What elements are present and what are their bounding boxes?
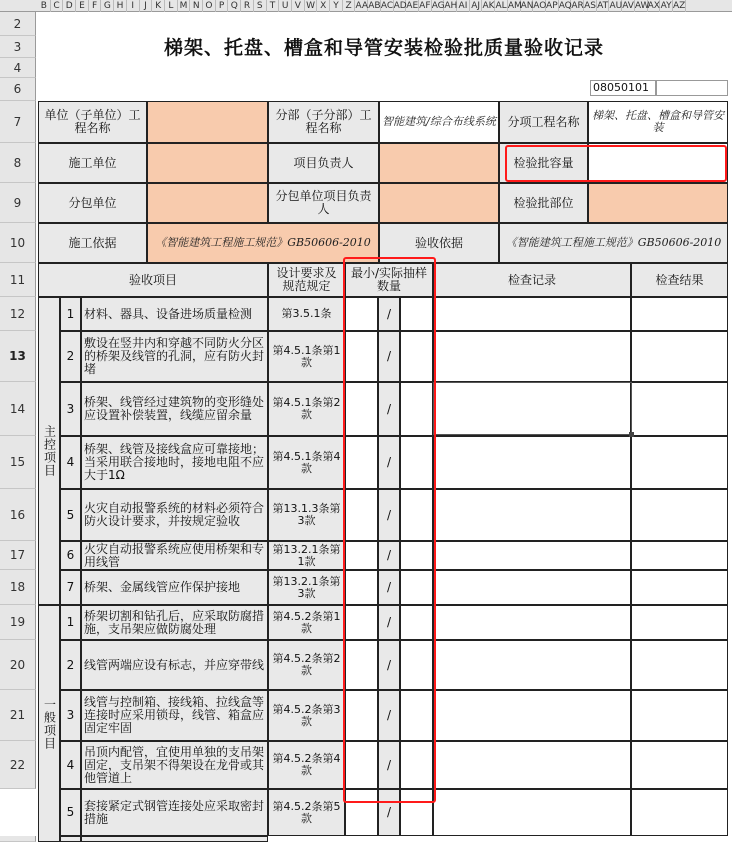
check-record-cell[interactable] bbox=[433, 541, 631, 570]
check-result-cell[interactable] bbox=[631, 297, 728, 331]
sample-slash: / bbox=[378, 436, 400, 489]
sample-slash: / bbox=[378, 541, 400, 570]
capacity-label: 检验批容量 bbox=[499, 143, 588, 183]
pm-label: 项目负责人 bbox=[268, 143, 379, 183]
check-record-cell[interactable] bbox=[433, 436, 631, 489]
min-sample-cell[interactable] bbox=[345, 690, 378, 741]
actual-sample-cell[interactable] bbox=[400, 640, 433, 690]
fill-handle[interactable] bbox=[629, 432, 634, 437]
column-letter[interactable]: AK bbox=[482, 1, 495, 11]
column-letter[interactable]: AU bbox=[609, 1, 623, 11]
item-description: 敷设在竖井内和穿越不同防火分区的桥架及线管的孔洞，应有防火封堵 bbox=[81, 331, 268, 382]
row-number[interactable]: 14 bbox=[0, 382, 36, 436]
row-number[interactable]: 3 bbox=[0, 36, 36, 58]
check-result-cell[interactable] bbox=[631, 640, 728, 690]
actual-sample-cell[interactable] bbox=[400, 570, 433, 605]
item-number: 2 bbox=[60, 640, 81, 690]
actual-sample-cell[interactable] bbox=[400, 382, 433, 436]
row-number[interactable]: 19 bbox=[0, 605, 36, 640]
check-record-cell[interactable] bbox=[433, 297, 631, 331]
sample-slash: / bbox=[378, 789, 400, 836]
column-letter[interactable]: AP bbox=[546, 1, 558, 11]
basis-value[interactable]: 《智能建筑工程施工规范》GB50606-2010 bbox=[147, 223, 379, 263]
min-sample-cell[interactable] bbox=[345, 541, 378, 570]
check-record-cell[interactable] bbox=[433, 605, 631, 640]
column-letter[interactable]: AH bbox=[444, 1, 458, 11]
basis-label: 施工依据 bbox=[38, 223, 147, 263]
item-clause: 第13.2.1条第3款 bbox=[268, 570, 345, 605]
row-number[interactable]: 12 bbox=[0, 297, 36, 331]
column-letter[interactable]: I bbox=[127, 0, 140, 12]
column-letter[interactable]: M bbox=[178, 0, 191, 12]
division-label: 分部（子分部）工程名称 bbox=[268, 101, 379, 143]
item-clause: 第13.2.1条第1款 bbox=[268, 541, 345, 570]
unit-name-input[interactable] bbox=[147, 101, 268, 143]
column-letter[interactable]: AM bbox=[507, 1, 522, 11]
item-number: 6 bbox=[60, 541, 81, 570]
column-letter[interactable]: AF bbox=[419, 1, 431, 11]
row-number[interactable]: 4 bbox=[0, 58, 36, 78]
items-header: 验收项目 bbox=[38, 263, 268, 297]
item-number: 1 bbox=[60, 297, 81, 331]
general-group-label bbox=[38, 605, 60, 842]
sample-slash: / bbox=[378, 382, 400, 436]
sample-slash: / bbox=[378, 640, 400, 690]
sample-slash: / bbox=[378, 741, 400, 789]
general-group-text: 一般项目 bbox=[42, 697, 57, 750]
check-record-cell[interactable] bbox=[433, 640, 631, 690]
item-clause: 第13.1.3条第3款 bbox=[268, 489, 345, 541]
subitem-value[interactable]: 梯架、托盘、槽盒和导管安装 bbox=[588, 101, 728, 143]
item-description: 桥架、金属线管应作保护接地 bbox=[81, 570, 268, 605]
column-letter[interactable]: AV bbox=[622, 1, 634, 11]
column-letter[interactable]: D bbox=[63, 0, 76, 12]
min-sample-cell[interactable] bbox=[345, 489, 378, 541]
item-clause: 第4.5.2条第5款 bbox=[268, 789, 345, 836]
item-number: 3 bbox=[60, 382, 81, 436]
record-header: 检查记录 bbox=[433, 263, 631, 297]
min-sample-cell[interactable] bbox=[345, 570, 378, 605]
column-letter[interactable]: U bbox=[279, 0, 292, 12]
item-description: 材料、器具、设备进场质量检测 bbox=[81, 297, 268, 331]
item-number bbox=[60, 836, 81, 842]
check-record-cell[interactable] bbox=[433, 489, 631, 541]
main-group-text: 主控项目 bbox=[42, 425, 57, 477]
column-letter[interactable]: J bbox=[140, 0, 153, 12]
actual-sample-cell[interactable] bbox=[400, 741, 433, 789]
column-letter[interactable]: Q bbox=[229, 0, 242, 12]
row-number[interactable]: 22 bbox=[0, 741, 36, 789]
sample-slash: / bbox=[378, 297, 400, 331]
column-letter[interactable]: C bbox=[51, 0, 64, 12]
item-description: 吊顶内配管，宜使用单独的支吊架固定，支吊架不得架设在龙骨或其他管道上 bbox=[81, 741, 268, 789]
min-sample-cell[interactable] bbox=[345, 789, 378, 836]
column-letter[interactable]: K bbox=[152, 0, 165, 12]
row-number[interactable]: 17 bbox=[0, 541, 36, 570]
item-number: 2 bbox=[60, 331, 81, 382]
page-title: 梯架、托盘、槽盒和导管安装检验批质量验收记录 bbox=[163, 36, 604, 59]
column-letter[interactable]: AW bbox=[634, 1, 650, 11]
doc-code: 08050101 bbox=[590, 80, 656, 96]
row-number[interactable]: 7 bbox=[0, 101, 36, 143]
item-description bbox=[81, 836, 268, 842]
item-clause: 第4.5.2条第1款 bbox=[268, 605, 345, 640]
check-result-cell[interactable] bbox=[631, 690, 728, 741]
contractor-label: 施工单位 bbox=[38, 143, 147, 183]
item-description: 火灾自动报警系统应使用桥架和专用线管 bbox=[81, 541, 268, 570]
check-result-cell[interactable] bbox=[631, 436, 728, 489]
item-description: 桥架、线管及接线盒应可靠接地；当采用联合接地时，接地电阻不应大于1Ω bbox=[81, 436, 268, 489]
actual-sample-cell[interactable] bbox=[400, 489, 433, 541]
sample-slash: / bbox=[378, 489, 400, 541]
column-letter[interactable]: V bbox=[292, 0, 305, 12]
sub-pm-input[interactable] bbox=[379, 183, 499, 223]
row-number[interactable] bbox=[0, 836, 36, 842]
item-clause: 第4.5.2条第3款 bbox=[268, 690, 345, 741]
item-clause: 第3.5.1条 bbox=[268, 297, 345, 331]
check-result-cell[interactable] bbox=[631, 331, 728, 382]
item-description: 火灾自动报警系统的材料必须符合防火设计要求，并按规定验收 bbox=[81, 489, 268, 541]
check-result-cell[interactable] bbox=[631, 741, 728, 789]
row-number[interactable]: 8 bbox=[0, 143, 36, 183]
division-value[interactable]: 智能建筑/综合布线系统 bbox=[379, 101, 499, 143]
check-record-cell[interactable] bbox=[433, 789, 631, 836]
item-number: 5 bbox=[60, 489, 81, 541]
check-result-cell[interactable] bbox=[631, 541, 728, 570]
item-description: 线管两端应设有标志，并应穿带线 bbox=[81, 640, 268, 690]
column-letter[interactable]: F bbox=[89, 0, 102, 12]
item-description: 套接紧定式钢管连接处应采取密封措施 bbox=[81, 789, 268, 836]
item-description: 线管与控制箱、接线箱、拉线盒等连接时应采用锁母，线管、箱盒应固定牢固 bbox=[81, 690, 268, 741]
item-number: 5 bbox=[60, 789, 81, 836]
sample-slash: / bbox=[378, 605, 400, 640]
item-number: 7 bbox=[60, 570, 81, 605]
item-number: 1 bbox=[60, 605, 81, 640]
check-record-cell[interactable] bbox=[433, 741, 631, 789]
actual-sample-cell[interactable] bbox=[400, 690, 433, 741]
location-label: 检验批部位 bbox=[499, 183, 588, 223]
column-letter[interactable]: N bbox=[190, 0, 203, 12]
item-number: 4 bbox=[60, 741, 81, 789]
column-letter[interactable]: AX bbox=[647, 1, 660, 11]
subitem-label: 分项工程名称 bbox=[499, 101, 588, 143]
accept-basis-label: 验收依据 bbox=[379, 223, 499, 263]
sample-slash: / bbox=[378, 570, 400, 605]
column-letter[interactable]: AZ bbox=[673, 1, 686, 11]
min-sample-cell[interactable] bbox=[345, 297, 378, 331]
row-number[interactable]: 10 bbox=[0, 223, 36, 263]
column-letter[interactable]: G bbox=[102, 0, 115, 12]
min-sample-cell[interactable] bbox=[345, 640, 378, 690]
row-number[interactable]: 18 bbox=[0, 570, 36, 605]
item-clause: 第4.5.1条第2款 bbox=[268, 382, 345, 436]
item-description: 桥架、线管经过建筑物的变形缝处应设置补偿装置，线缆应留余量 bbox=[81, 382, 268, 436]
sample-slash: / bbox=[378, 690, 400, 741]
column-letter[interactable]: P bbox=[216, 0, 229, 12]
column-letter[interactable]: O bbox=[203, 0, 216, 12]
item-clause: 第4.5.1条第1款 bbox=[268, 331, 345, 382]
column-letter[interactable]: AO bbox=[533, 1, 547, 11]
actual-sample-cell[interactable] bbox=[400, 297, 433, 331]
accept-basis-value[interactable]: 《智能建筑工程施工规范》GB50606-2010 bbox=[499, 223, 728, 263]
column-letter[interactable]: AT bbox=[597, 1, 609, 11]
check-record-cell[interactable] bbox=[433, 570, 631, 605]
column-letter[interactable]: AN bbox=[520, 1, 534, 11]
column-letter[interactable]: AR bbox=[571, 1, 584, 11]
column-letter[interactable]: E bbox=[76, 0, 89, 12]
column-letter[interactable]: AI bbox=[457, 0, 470, 12]
result-header: 检查结果 bbox=[631, 263, 728, 297]
column-letter[interactable]: AY bbox=[660, 1, 672, 11]
column-letter[interactable]: AJ bbox=[470, 0, 483, 12]
column-letter[interactable]: AD bbox=[393, 1, 407, 11]
min-sample-cell[interactable] bbox=[345, 741, 378, 789]
check-record-cell[interactable] bbox=[433, 690, 631, 741]
check-record-cell[interactable] bbox=[433, 382, 631, 436]
column-letter[interactable]: R bbox=[241, 0, 254, 12]
subcontractor-input[interactable] bbox=[147, 183, 268, 223]
column-letter[interactable]: AB bbox=[368, 1, 381, 11]
column-letter[interactable]: AQ bbox=[558, 1, 572, 11]
check-record-cell[interactable] bbox=[433, 331, 631, 382]
column-letter[interactable]: AL bbox=[495, 1, 507, 11]
contractor-input[interactable] bbox=[147, 143, 268, 183]
main-group-label bbox=[38, 297, 60, 605]
check-result-cell[interactable] bbox=[631, 489, 728, 541]
pm-input[interactable] bbox=[379, 143, 499, 183]
item-clause: 第4.5.1条第4款 bbox=[268, 436, 345, 489]
location-input[interactable] bbox=[588, 183, 728, 223]
doc-code-extra-cell[interactable] bbox=[656, 80, 728, 96]
row-number[interactable]: 9 bbox=[0, 183, 36, 223]
item-description: 桥架切割和钻孔后，应采取防腐措施，支吊架应做防腐处理 bbox=[81, 605, 268, 640]
column-letter[interactable]: AS bbox=[584, 1, 596, 11]
capacity-input[interactable] bbox=[588, 143, 728, 183]
min-sample-cell[interactable] bbox=[345, 436, 378, 489]
check-result-cell[interactable] bbox=[631, 605, 728, 640]
column-letter[interactable]: H bbox=[114, 0, 127, 12]
row-number[interactable]: 11 bbox=[0, 263, 36, 297]
column-letter[interactable]: B bbox=[38, 0, 51, 12]
min-sample-cell[interactable] bbox=[345, 382, 378, 436]
column-letter[interactable]: Z bbox=[343, 0, 356, 12]
actual-sample-cell[interactable] bbox=[400, 789, 433, 836]
subcontractor-label: 分包单位 bbox=[38, 183, 147, 223]
sample-header: 最小/实际抽样数量 bbox=[345, 263, 433, 297]
actual-sample-cell[interactable] bbox=[400, 331, 433, 382]
column-letter[interactable]: Y bbox=[330, 0, 343, 12]
row-number[interactable]: 6 bbox=[0, 78, 36, 101]
column-letter[interactable]: AA bbox=[355, 1, 369, 11]
row-number[interactable]: 15 bbox=[0, 436, 36, 489]
item-number: 4 bbox=[60, 436, 81, 489]
column-letter[interactable]: AG bbox=[431, 1, 445, 11]
sub-pm-label: 分包单位项目负责人 bbox=[268, 183, 379, 223]
check-result-cell[interactable] bbox=[631, 382, 728, 436]
column-letter[interactable]: X bbox=[317, 0, 330, 12]
actual-sample-cell[interactable] bbox=[400, 541, 433, 570]
column-letter[interactable]: W bbox=[305, 0, 318, 12]
min-sample-cell[interactable] bbox=[345, 331, 378, 382]
sample-slash: / bbox=[378, 331, 400, 382]
row-number[interactable]: 2 bbox=[0, 12, 36, 36]
column-letter[interactable]: T bbox=[267, 0, 280, 12]
item-clause: 第4.5.2条第2款 bbox=[268, 640, 345, 690]
check-result-cell[interactable] bbox=[631, 570, 728, 605]
unit-label: 单位（子单位）工程名称 bbox=[38, 101, 147, 143]
row-number[interactable]: 21 bbox=[0, 690, 36, 741]
column-header-bar bbox=[0, 0, 732, 12]
row-number[interactable]: 13 bbox=[0, 331, 36, 382]
column-letter[interactable]: L bbox=[165, 0, 178, 12]
design-header: 设计要求及规范规定 bbox=[268, 263, 345, 297]
column-letter[interactable]: AE bbox=[406, 1, 419, 11]
actual-sample-cell[interactable] bbox=[400, 436, 433, 489]
actual-sample-cell[interactable] bbox=[400, 605, 433, 640]
min-sample-cell[interactable] bbox=[345, 605, 378, 640]
item-clause: 第4.5.2条第4款 bbox=[268, 741, 345, 789]
check-result-cell[interactable] bbox=[631, 789, 728, 836]
item-number: 3 bbox=[60, 690, 81, 741]
column-letter[interactable]: AC bbox=[380, 1, 394, 11]
row-number[interactable]: 20 bbox=[0, 640, 36, 690]
column-letter[interactable]: S bbox=[254, 0, 267, 12]
row-number[interactable]: 16 bbox=[0, 489, 36, 541]
